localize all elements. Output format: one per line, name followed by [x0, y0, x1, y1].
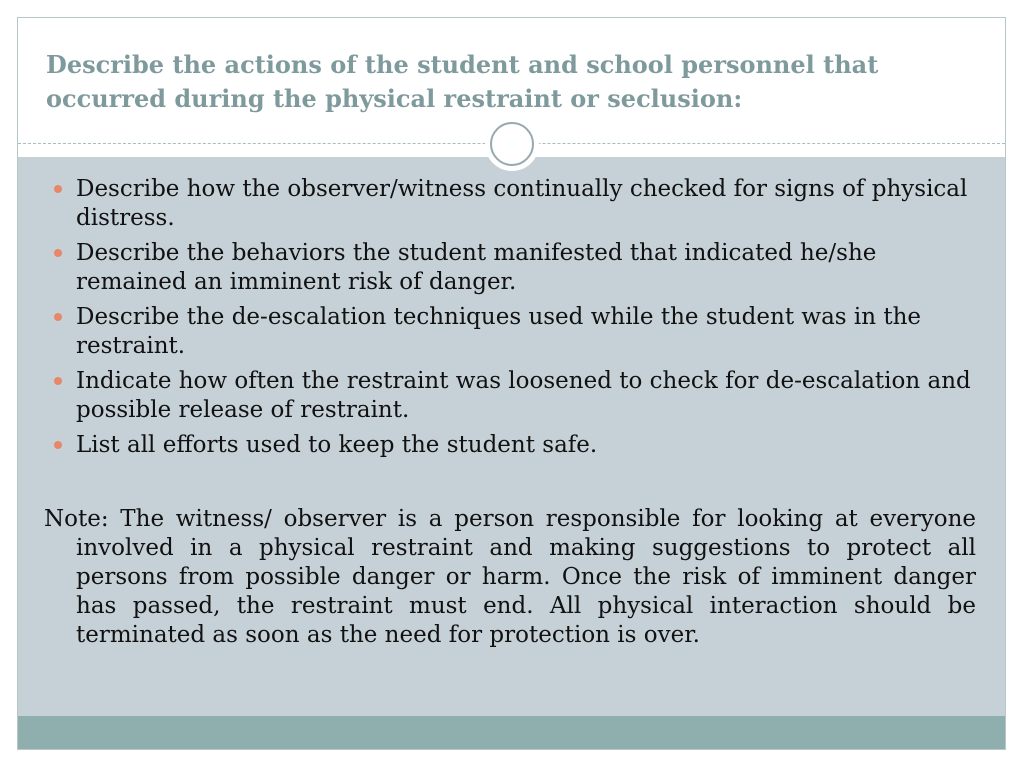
slide — [17, 17, 1006, 750]
bullet-item — [54, 239, 984, 297]
bullet-item — [54, 303, 984, 361]
bullet-text: List all efforts used to keep the student safe. — [76, 432, 598, 458]
note-paragraph: Note: The witness/ observer is a person responsible for looking at everyone involved in a physical restraint and making suggestions to protect all persons from possible danger or harm. Once the risk of imminent danger has passed, the restraint must end. All physical interaction should be terminated as soon as the need for protection is over. — [44, 506, 976, 648]
bullet-text: Describe how the observer/witness continually checked for signs of physical distress. — [76, 176, 968, 231]
bullet-dot-icon — [54, 441, 62, 449]
bullet-text: Describe the de-escalation techniques used while the student was in the restraint. — [76, 304, 922, 359]
slide-title: Describe the actions of the student and school personnel that occurred during the physical restraint or seclusion: — [46, 50, 879, 113]
bullet-dot-icon — [54, 249, 62, 257]
bullet-item — [54, 175, 984, 233]
bullet-list — [54, 175, 984, 466]
bullet-text: Indicate how often the restraint was loosened to check for de-escalation and possible release of restraint. — [76, 368, 971, 423]
bullet-dot-icon — [54, 377, 62, 385]
bullet-item — [54, 367, 984, 425]
bullet-text: Describe the behaviors the student manifested that indicated he/she remained an imminent risk of danger. — [76, 240, 877, 295]
bullet-item — [54, 431, 984, 460]
circle-ornament-icon — [485, 117, 539, 171]
ring-icon — [490, 122, 534, 166]
content-area — [18, 157, 1005, 716]
bullet-dot-icon — [54, 313, 62, 321]
footer-bar — [18, 716, 1005, 750]
bullet-dot-icon — [54, 185, 62, 193]
